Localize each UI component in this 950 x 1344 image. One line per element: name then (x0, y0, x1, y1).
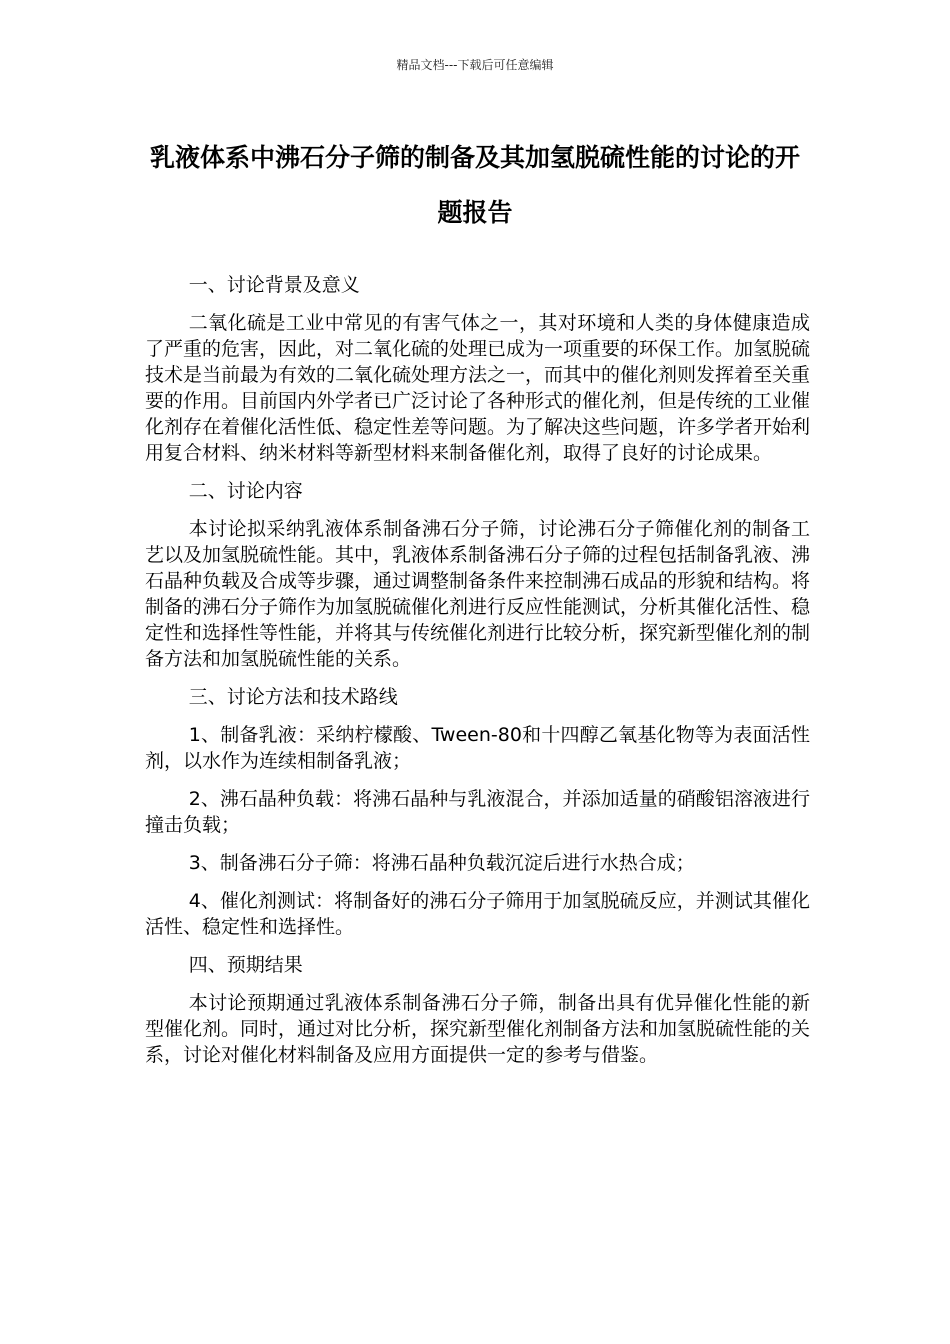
document-title: 乳液体系中沸石分子筛的制备及其加氢脱硫性能的讨论的开题报告 (149, 143, 800, 227)
paragraph-expected-results: 本讨论预期通过乳液体系制备沸石分子筛，制备出具有优异催化性能的新型催化剂。同时，通过对比分析，探究新型催化剂制备方法和加氢脱硫性能的关系，讨论对催化材料制备及应用方面提供一定的参考与借鉴。 (145, 992, 811, 1066)
method-step-4: 4、催化剂测试：将制备好的沸石分子筛用于加氢脱硫反应，并测试其催化活性、稳定性和选择性。 (145, 890, 810, 938)
method-step-2: 2、沸石晶种负载：将沸石晶种与乳液混合，并添加适量的硝酸铝溶液进行撞击负载； (145, 788, 810, 836)
paragraph-content: 本讨论拟采纳乳液体系制备沸石分子筛，讨论沸石分子筛催化剂的制备工艺以及加氢脱硫性能。其中，乳液体系制备沸石分子筛的过程包括制备乳液、沸石晶种负载及合成等步骤，通过调整制备条件来控制沸石成品的形貌和结构。将制备的沸石分子筛作为加氢脱硫催化剂进行反应性能测试，分析其催化活性、稳定性和选择性等性能，并将其与传统催化剂进行比较分析，探究新型催化剂的制备方法和加氢脱硫性能的关系。 (145, 518, 811, 670)
section-heading-content: 二、讨论内容 (188, 480, 303, 502)
paragraph-background: 二氧化硫是工业中常见的有害气体之一，其对环境和人类的身体健康造成了严重的危害，因此，对二氧化硫的处理已成为一项重要的环保工作。加氢脱硫技术是当前最为有效的二氧化硫处理方法之一，而其中的催化剂则发挥着至关重要的作用。目前国内外学者已广泛讨论了各种形式的催化剂，但是传统的工业催化剂存在着催化活性低、稳定性差等问题。为了解决这些问题，许多学者开始利用复合材料、纳米材料等新型材料来制备催化剂，取得了良好的讨论成果。 (145, 312, 811, 464)
method-step-1: 1、制备乳液：采纳柠檬酸、Tween-80和十四醇乙氧基化物等为表面活性剂，以水作为连续相制备乳液； (145, 724, 810, 772)
page-header: 精品文档---下载后可任意编辑 (396, 58, 554, 72)
section-heading-methods: 三、讨论方法和技术路线 (188, 686, 398, 708)
section-heading-expected-results: 四、预期结果 (188, 954, 303, 976)
section-heading-background: 一、讨论背景及意义 (188, 274, 360, 296)
document-body (145, 272, 810, 1080)
method-step-3: 3、制备沸石分子筛：将沸石晶种负载沉淀后进行水热合成； (188, 852, 695, 874)
